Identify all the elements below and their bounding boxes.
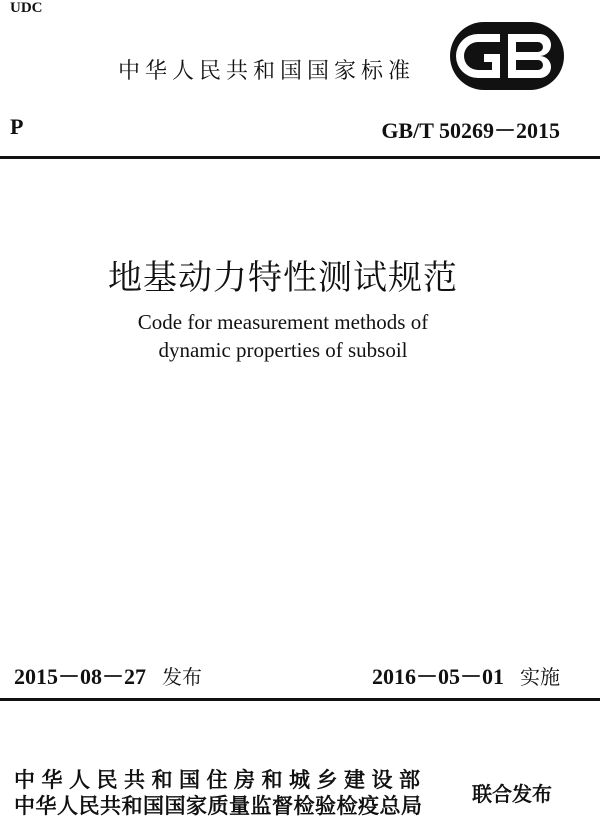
issue-label: 发布 <box>162 665 203 689</box>
issuer-line1: 中华人民共和国住房和城乡建设部 <box>14 768 427 792</box>
top-divider <box>0 156 600 159</box>
issue-date-value: 2015－08－27 <box>14 664 147 689</box>
joint-issue-label: 联合发布 <box>472 782 552 806</box>
classification-code: P <box>10 114 24 139</box>
effective-date <box>372 660 560 691</box>
standard-number: GB/T 50269－2015 <box>381 118 560 143</box>
issue-date <box>14 660 202 691</box>
udc-label: UDC <box>10 0 43 16</box>
gb-logo <box>448 20 566 92</box>
document-title-en-line1: Code for measurement methods of <box>137 310 429 334</box>
effective-date-value: 2016－05－01 <box>371 664 504 689</box>
document-title-en-line2: dynamic properties of subsoil <box>158 338 408 362</box>
national-standard-heading: 中华人民共和国国家标准 <box>118 59 416 84</box>
effective-label: 实施 <box>520 665 560 689</box>
document-title-zh: 地基动力特性测试规范 <box>108 258 458 298</box>
issuer-line2: 中华人民共和国国家质量监督检验检疫总局 <box>14 794 423 818</box>
bottom-divider <box>0 698 600 701</box>
